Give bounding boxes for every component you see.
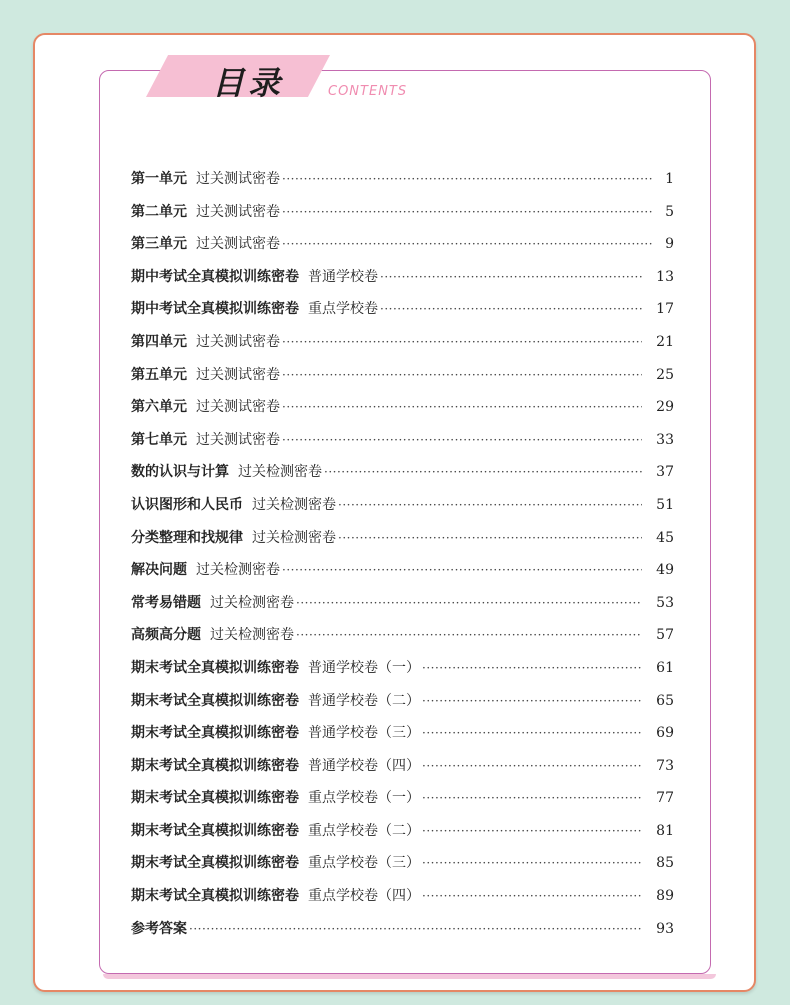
toc-entry[interactable] <box>131 522 674 555</box>
toc-entry-title: 期末考试全真模拟训练密卷 <box>131 888 299 905</box>
toc-entry[interactable] <box>131 554 674 587</box>
toc-entry-page-number: 5 <box>665 203 674 220</box>
toc-entry-subtitle: 重点学校卷 <box>308 301 378 318</box>
toc-entry-subtitle: 重点学校卷（四） <box>308 888 420 905</box>
toc-entry-subtitle: 普通学校卷（一） <box>308 659 420 676</box>
toc-entry-subtitle: 过关检测密卷 <box>210 627 294 644</box>
toc-entry-page-number: 13 <box>656 268 674 285</box>
toc-entry-title: 期末考试全真模拟训练密卷 <box>131 725 299 742</box>
dot-leader <box>296 587 642 620</box>
toc-entry[interactable] <box>131 456 674 489</box>
toc-entry[interactable] <box>131 815 674 848</box>
toc-entry-page-number: 9 <box>665 236 674 253</box>
toc-entry-page-number: 49 <box>656 562 674 579</box>
toc-entry-subtitle: 过关检测密卷 <box>210 594 294 611</box>
toc-entry-subtitle: 普通学校卷（四） <box>308 757 420 774</box>
toc-entry-page-number: 73 <box>656 757 674 774</box>
toc-entry-subtitle: 过关测试密卷 <box>196 333 280 350</box>
toc-entry[interactable] <box>131 847 674 880</box>
toc-entry[interactable] <box>131 717 674 750</box>
toc-entry-subtitle: 过关测试密卷 <box>196 203 280 220</box>
toc-entry-page-number: 77 <box>656 790 674 807</box>
toc-entry-page-number: 53 <box>656 594 674 611</box>
toc-entry-title: 认识图形和人民币 <box>131 496 243 513</box>
toc-entry-subtitle: 重点学校卷（一） <box>308 790 420 807</box>
toc-entry[interactable] <box>131 359 674 392</box>
toc-entry-title: 高频高分题 <box>131 627 201 644</box>
dot-leader <box>422 717 642 750</box>
toc-entry-subtitle: 过关测试密卷 <box>196 399 280 416</box>
dot-leader <box>282 228 654 261</box>
toc-entry[interactable] <box>131 228 674 261</box>
toc-entry[interactable] <box>131 685 674 718</box>
toc-entry-page-number: 89 <box>656 888 674 905</box>
toc-entry-page-number: 21 <box>656 333 674 350</box>
dot-leader <box>282 391 642 424</box>
toc-entry-page-number: 51 <box>656 496 674 513</box>
dot-leader <box>422 750 642 783</box>
toc-entry-page-number: 93 <box>656 920 674 937</box>
toc-entry-page-number: 65 <box>656 692 674 709</box>
toc-entry-title: 第六单元 <box>131 399 187 416</box>
toc-entry-page-number: 57 <box>656 627 674 644</box>
toc-entry-subtitle: 过关测试密卷 <box>196 431 280 448</box>
toc-entry-page-number: 25 <box>656 366 674 383</box>
toc-entry-page-number: 1 <box>665 171 674 187</box>
dot-leader <box>282 554 642 587</box>
toc-entry-title: 解决问题 <box>131 562 187 579</box>
toc-entry-title: 第三单元 <box>131 236 187 253</box>
dot-leader <box>324 456 642 489</box>
dot-leader <box>422 685 642 718</box>
toc-entry-title: 期末考试全真模拟训练密卷 <box>131 757 299 774</box>
toc-entry-page-number: 17 <box>656 301 674 318</box>
toc-entry-title: 期末考试全真模拟训练密卷 <box>131 790 299 807</box>
table-of-contents <box>131 163 674 945</box>
toc-entry[interactable] <box>131 261 674 294</box>
toc-entry-title: 期中考试全真模拟训练密卷 <box>131 268 299 285</box>
dot-leader <box>338 522 642 555</box>
toc-entry-subtitle: 过关检测密卷 <box>238 464 322 481</box>
toc-entry-subtitle: 普通学校卷（二） <box>308 692 420 709</box>
toc-entry-title: 分类整理和找规律 <box>131 529 243 546</box>
toc-entry[interactable] <box>131 913 674 946</box>
dot-leader <box>282 359 642 392</box>
page-title: 目录 <box>212 64 285 102</box>
toc-entry-title: 第一单元 <box>131 171 187 187</box>
toc-entry[interactable] <box>131 652 674 685</box>
toc-entry-title: 第四单元 <box>131 333 187 350</box>
toc-entry-subtitle: 普通学校卷 <box>308 268 378 285</box>
toc-entry-subtitle: 过关测试密卷 <box>196 366 280 383</box>
toc-entry-subtitle: 过关测试密卷 <box>196 236 280 253</box>
dot-leader <box>282 326 642 359</box>
toc-entry-title: 期末考试全真模拟训练密卷 <box>131 855 299 872</box>
toc-entry-title: 期末考试全真模拟训练密卷 <box>131 692 299 709</box>
dot-leader <box>282 196 654 229</box>
dot-leader <box>422 880 642 913</box>
dot-leader <box>282 424 642 457</box>
dot-leader <box>422 815 642 848</box>
toc-entry[interactable] <box>131 424 674 457</box>
toc-entry-title: 第二单元 <box>131 203 187 220</box>
toc-entry[interactable] <box>131 489 674 522</box>
toc-entry-subtitle: 过关检测密卷 <box>196 562 280 579</box>
toc-entry[interactable] <box>131 587 674 620</box>
toc-entry-title: 数的认识与计算 <box>131 464 229 481</box>
dot-leader <box>422 847 642 880</box>
toc-entry[interactable] <box>131 880 674 913</box>
toc-entry-subtitle: 重点学校卷（三） <box>308 855 420 872</box>
toc-entry-page-number: 81 <box>656 822 674 839</box>
toc-entry[interactable] <box>131 196 674 229</box>
toc-entry-page-number: 69 <box>656 725 674 742</box>
toc-entry-title: 期末考试全真模拟训练密卷 <box>131 822 299 839</box>
toc-entry-subtitle: 过关测试密卷 <box>196 171 280 187</box>
toc-entry[interactable] <box>131 391 674 424</box>
dot-leader <box>296 619 642 652</box>
toc-entry[interactable] <box>131 750 674 783</box>
page-subtitle: CONTENTS <box>328 84 408 99</box>
toc-entry-subtitle: 重点学校卷（二） <box>308 822 420 839</box>
toc-entry-title: 常考易错题 <box>131 594 201 611</box>
toc-entry-title: 第五单元 <box>131 366 187 383</box>
toc-entry[interactable] <box>131 782 674 815</box>
toc-entry-title: 第七单元 <box>131 431 187 448</box>
toc-entry[interactable] <box>131 163 674 196</box>
dot-leader <box>422 652 642 685</box>
toc-entry-subtitle: 普通学校卷（三） <box>308 725 420 742</box>
toc-entry-subtitle: 过关检测密卷 <box>252 529 336 546</box>
toc-entry-page-number: 61 <box>656 659 674 676</box>
dot-leader <box>189 913 642 946</box>
toc-entry-subtitle: 过关检测密卷 <box>252 496 336 513</box>
dot-leader <box>422 782 642 815</box>
toc-entry[interactable] <box>131 326 674 359</box>
toc-entry[interactable] <box>131 619 674 652</box>
toc-entry-page-number: 85 <box>656 855 674 872</box>
toc-entry-page-number: 33 <box>656 431 674 448</box>
dot-leader <box>380 261 642 294</box>
dot-leader <box>282 163 654 196</box>
dot-leader <box>380 293 642 326</box>
toc-entry[interactable] <box>131 293 674 326</box>
toc-entry-page-number: 45 <box>656 529 674 546</box>
toc-entry-title: 期末考试全真模拟训练密卷 <box>131 659 299 676</box>
toc-entry-title: 期中考试全真模拟训练密卷 <box>131 301 299 318</box>
dot-leader <box>338 489 642 522</box>
toc-entry-page-number: 37 <box>656 464 674 481</box>
toc-entry-page-number: 29 <box>656 399 674 416</box>
toc-entry-title: 参考答案 <box>131 920 187 937</box>
